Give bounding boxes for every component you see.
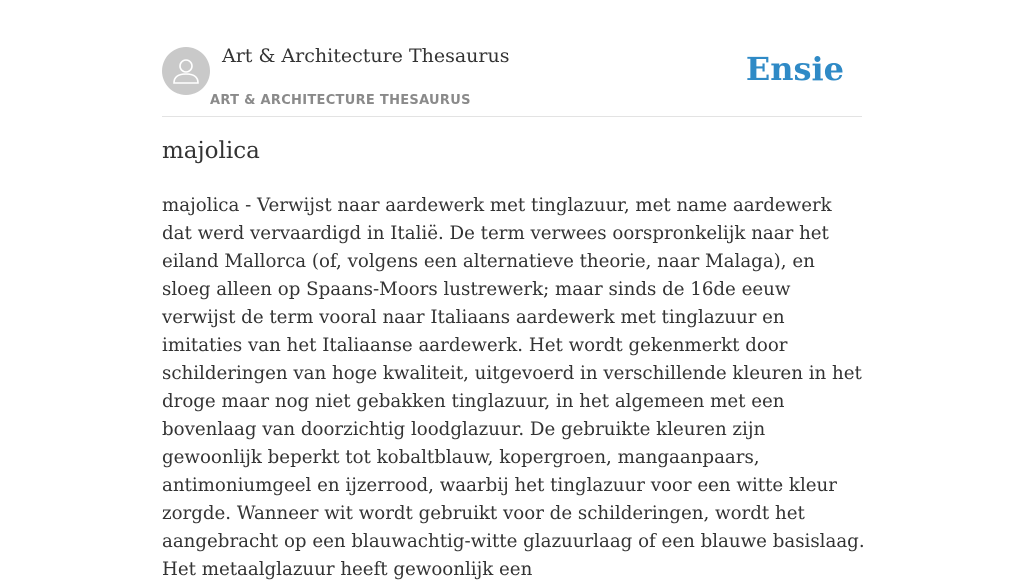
site-subtitle: ART & ARCHITECTURE THESAURUS [210, 93, 471, 108]
avatar[interactable] [162, 47, 210, 95]
header [162, 0, 862, 117]
page-title: majolica [162, 138, 260, 164]
user-silhouette-icon [162, 47, 210, 95]
site-name-link[interactable]: Art & Architecture Thesaurus [222, 45, 510, 67]
definition-text: majolica - Verwijst naar aardewerk met tinglazuur, met name aardewerk dat werd vervaardigd in Italië. De term verwees oorspronkelijk naar het eiland Mallorca (of, volgens een alternatieve theorie, naar Malaga), en sloeg alleen op Spaans-Moors lustrewerk; maar sinds de 16de eeuw verwijst de term vooral naar Italiaans aardewerk met tinglazuur en imitaties van het Italiaanse aardewerk. Het wordt gekenmerkt door schilderingen van hoge kwaliteit, uitgevoerd in verschillende kleuren in het droge maar nog niet gebakken tinglazuur, in het algemeen met een bovenlaag van doorzichtig loodglazuur. De gebruikte kleuren zijn gewoonlijk beperkt tot kobaltblauw, kopergroen, mangaanpaars, antimoniumgeel en ijzerrood, waarbij het tinglazuur voor een witte kleur zorgde. Wanneer wit wordt gebruikt voor de schilderingen, wordt het aangebracht op een blauwachtig-witte glazuurlaag of een blauwe basislaag. Het metaalglazuur heeft gewoonlijk een [162, 195, 865, 580]
brand-logo[interactable]: Ensie [745, 50, 844, 88]
